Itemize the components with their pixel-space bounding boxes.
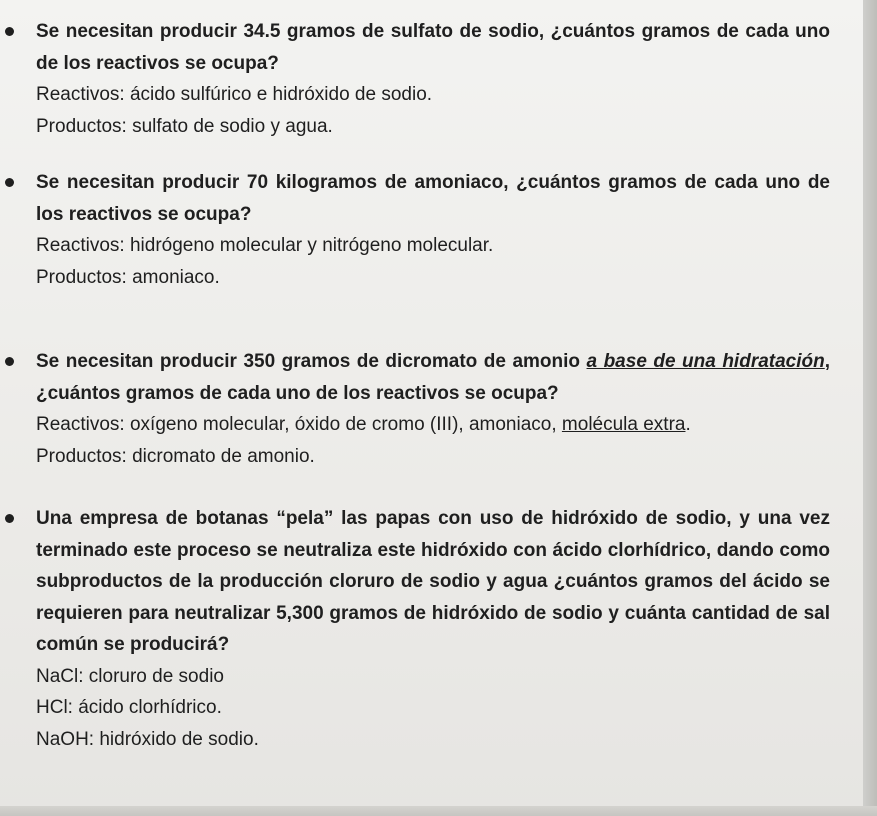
exercise-3-underlined-reactivo: molécula extra — [561, 414, 686, 435]
bullet-icon — [5, 514, 14, 523]
exercise-3-question-end: , ¿cuántos gramos de cada uno de los reactivos se ocupa? — [36, 351, 831, 404]
bullet-icon — [5, 178, 14, 187]
exercise-2-question: Se necesitan producir 70 kilogramos de amoniaco, ¿cuántos gramos de cada uno de los reactivos se ocupa? — [36, 172, 830, 225]
exercise-4-note-hcl: HCl: ácido clorhídrico. — [36, 697, 222, 718]
exercise-4 — [0, 503, 830, 755]
exercise-3-question — [0, 346, 830, 409]
exercise-2 — [0, 167, 830, 293]
exercise-3-underlined-phrase: a base de una hidratación — [586, 351, 825, 372]
exercise-1 — [0, 16, 830, 142]
exercise-3 — [0, 346, 830, 472]
exercise-3-reactivos — [0, 409, 830, 441]
bullet-icon — [5, 357, 14, 366]
page-edge-right — [863, 0, 877, 816]
exercise-2-reactivos: Reactivos: hidrógeno molecular y nitrógeno molecular. — [36, 235, 494, 256]
exercise-4-question: Una empresa de botanas “pela” las papas con uso de hidróxido de sodio, y una vez terminado este proceso se neutraliza este hidróxido con ácido clorhídrico, dando como subproductos de la producción cloruro de sodio y agua ¿cuántos gramos del ácido se requieren para neutralizar 5,300 gramos de hidróxido de sodio y cuánta cantidad de sal común se producirá? — [36, 508, 830, 655]
bullet-icon — [5, 27, 14, 36]
exercise-3-question-start: Se necesitan producir 350 gramos de dicromato de amonio — [36, 351, 587, 372]
exercise-3-reactivos-start: Reactivos: oxígeno molecular, óxido de cromo (III), amoniaco, — [36, 414, 562, 435]
page-edge-bottom — [0, 806, 877, 816]
exercise-1-productos: Productos: sulfato de sodio y agua. — [36, 115, 333, 137]
exercise-4-note-naoh: NaOH: hidróxido de sodio. — [36, 728, 259, 750]
exercise-1-reactivos: Reactivos: ácido sulfúrico e hidróxido de sodio. — [36, 84, 433, 105]
exercise-2-productos: Productos: amoniaco. — [36, 266, 220, 288]
exercise-3-productos: Productos: dicromato de amonio. — [36, 445, 315, 467]
exercise-3-reactivos-end: . — [685, 414, 691, 435]
exercise-4-note-nacl: NaCl: cloruro de sodio — [36, 665, 224, 687]
exercise-1-question: Se necesitan producir 34.5 gramos de sulfato de sodio, ¿cuántos gramos de cada uno de los reactivos se ocupa? — [36, 21, 830, 74]
